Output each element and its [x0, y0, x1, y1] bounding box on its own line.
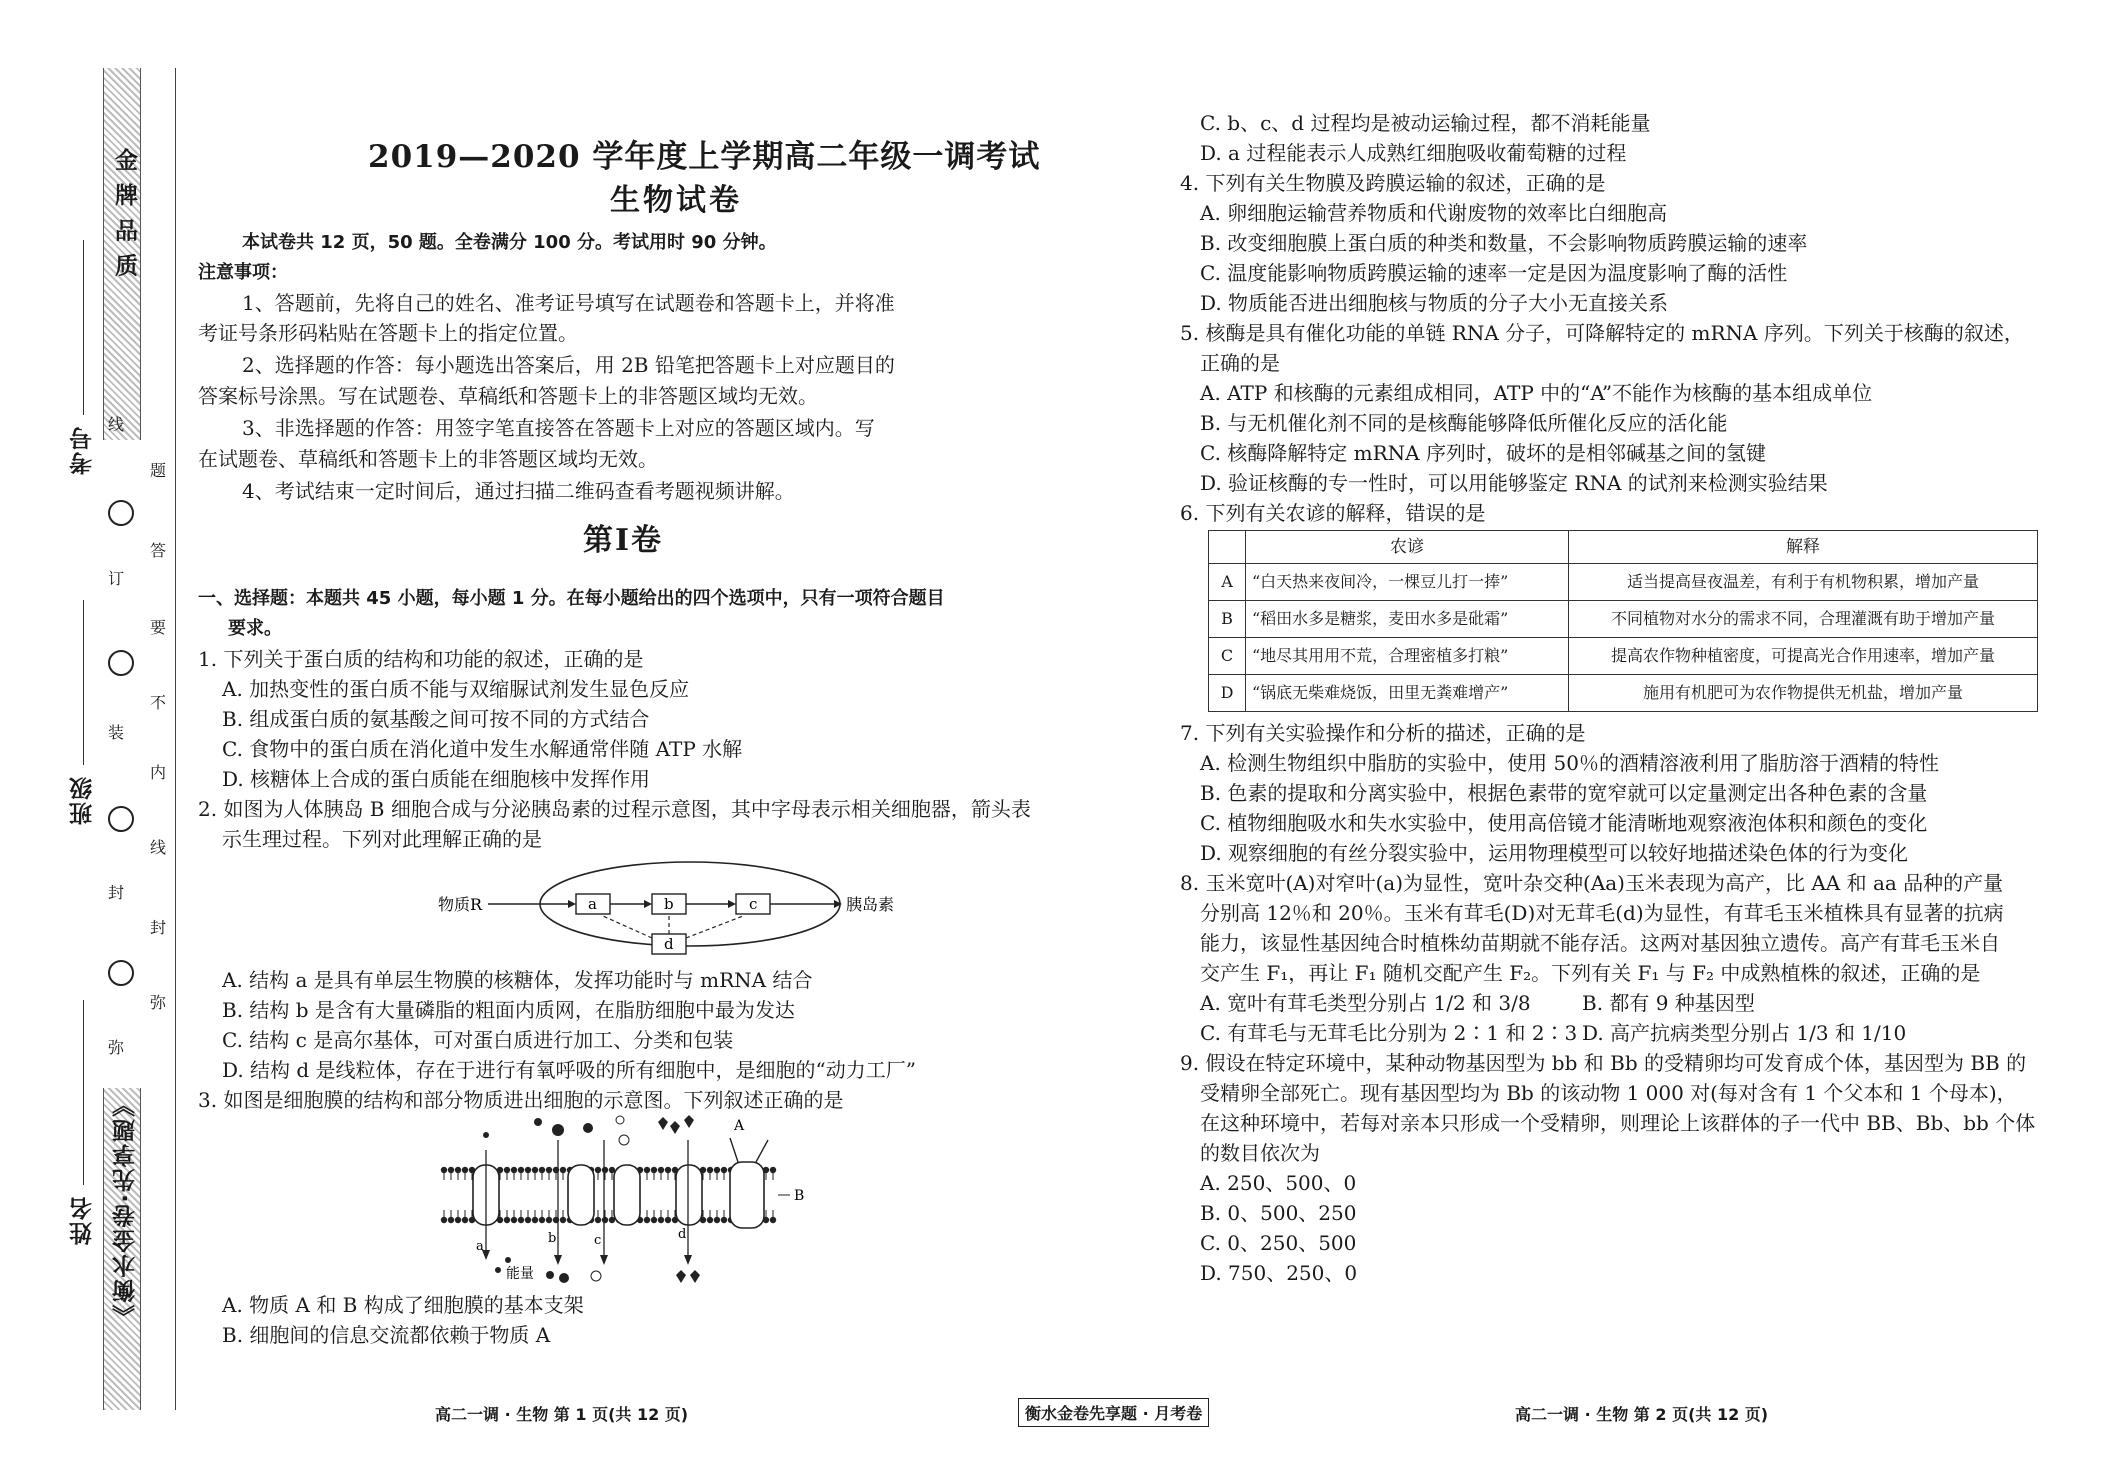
q1-option: C. 食物中的蛋白质在消化道中发生水解通常伴随 ATP 水解 — [222, 737, 743, 761]
exam-title: 2019—2020 学年度上学期高二年级一调考试 — [368, 139, 1041, 175]
table-cell: D — [1209, 675, 1246, 712]
table-row — [1209, 564, 2038, 601]
q8-option: B. 都有 9 种基因型 — [1582, 991, 1755, 1015]
q8-option: D. 高产抗病类型分别占 1/3 和 1/10 — [1582, 1021, 1907, 1045]
q9-stem: 9. 假设在特定环境中，某种动物基因型为 bb 和 Bb 的受精卵均可发育成个体，基因型为 BB 的 — [1180, 1051, 2027, 1075]
label-B: B — [794, 1188, 805, 1204]
notes-title: 注意事项： — [198, 262, 288, 283]
q2-option: D. 结构 d 是线粒体，存在于进行有氧呼吸的所有细胞中，是细胞的“动力工厂” — [222, 1058, 917, 1082]
note-line: 在试题卷、草稿纸和答题卡上的非答题区域均无效。 — [198, 447, 658, 471]
brand-text: 金 牌 品 质 — [111, 148, 137, 279]
q8-option: C. 有茸毛与无茸毛比分别为 2∶1 和 2∶3 — [1200, 1021, 1578, 1045]
seal-char-5: 弥 — [108, 1038, 125, 1057]
exam-subtitle: 生物试卷 — [610, 183, 742, 218]
seal2-char-1: 题 — [150, 461, 167, 480]
name-label: 姓名 — [70, 1195, 96, 1245]
q2-stem: 示生理过程。下列对此理解正确的是 — [222, 827, 542, 851]
seal-char-3: 装 — [108, 723, 125, 742]
note-line: 答案标号涂黑。写在试题卷、草稿纸和答题卡上的非答题区域均无效。 — [198, 384, 818, 408]
q8-stem: 分别高 12％和 20％。玉米有茸毛(D)对无茸毛(d)为显性，有茸毛玉米植株具有显著的抗病 — [1200, 901, 2004, 925]
table-cell: 适当提高昼夜温差，有利于有机物积累，增加产量 — [1569, 564, 2038, 601]
table-cell: 施用有机肥可为农作物提供无机盐，增加产量 — [1569, 675, 2038, 712]
brand-band — [103, 68, 141, 440]
q4-stem: 4. 下列有关生物膜及跨膜运输的叙述，正确的是 — [1180, 171, 1606, 195]
q3-stem: 3. 如图是细胞膜的结构和部分物质进出细胞的示意图。下列叙述正确的是 — [198, 1088, 844, 1112]
proverb-table — [1208, 530, 2038, 712]
table-row — [1209, 638, 2038, 675]
q6-stem: 6. 下列有关农谚的解释，错误的是 — [1180, 501, 1486, 525]
label-energy: 能量 — [506, 1266, 534, 1282]
note-line: 考证号条形码粘贴在答题卡上的指定位置。 — [198, 321, 578, 345]
class-line — [83, 600, 84, 765]
seal2-char-4: 不 — [150, 693, 167, 712]
table-cell: 不同植物对水分的需求不同，合理灌溉有助于增加产量 — [1569, 601, 2038, 638]
name-line — [83, 1000, 84, 1185]
q8-stem: 8. 玉米宽叶(A)对窄叶(a)为显性，宽叶杂交种(Aa)玉米表现为高产，比 AA 和 aa 品种的产量 — [1180, 871, 2004, 895]
seal-char-2: 订 — [108, 569, 125, 588]
table-header: 解释 — [1569, 531, 2038, 564]
q9-option: B. 0、500、250 — [1200, 1201, 1357, 1225]
diagram-input-label: 物质R — [438, 895, 483, 914]
label-A: A — [734, 1118, 745, 1134]
note-line: 3、非选择题的作答：用签字笔直接答在答题卡上对应的答题区域内。写 — [242, 416, 875, 440]
q2-option: B. 结构 b 是含有大量磷脂的粗面内质网，在脂肪细胞中最为发达 — [222, 998, 795, 1022]
organelle-b-label: b — [664, 895, 674, 913]
q7-option: A. 检测生物组织中脂肪的实验中，使用 50％的酒精溶液利用了脂肪溶于酒精的特性 — [1200, 751, 1939, 775]
binding-strip — [0, 0, 190, 1473]
q9-stem: 在这种环境中，若每对亲本只形成一个受精卵，则理论上该群体的子一代中 BB、Bb、bb 个体 — [1200, 1111, 2036, 1135]
organelle-c-label: c — [749, 895, 758, 913]
seal2-char-8: 弥 — [150, 993, 167, 1012]
q4-option: A. 卵细胞运输营养物质和代谢废物的效率比白细胞高 — [1200, 201, 1668, 225]
exam-no-label: 考号 — [70, 425, 96, 475]
footer-page-1: 高二一调 · 生物 第 1 页(共 12 页) — [435, 1405, 689, 1424]
seal-circle-1 — [108, 500, 134, 526]
note-line: 2、选择题的作答：每小题选出答案后，用 2B 铅笔把答题卡上对应题目的 — [242, 353, 895, 377]
label-d: d — [678, 1227, 687, 1242]
insulin-secretion-diagram — [438, 860, 895, 960]
q5-option: C. 核酶降解特定 mRNA 序列时，破坏的是相邻碱基之间的氢键 — [1200, 441, 1766, 465]
q9-option: C. 0、250、500 — [1200, 1231, 1357, 1255]
volume-title: 第Ⅰ卷 — [583, 523, 664, 558]
table-header-row — [1209, 531, 2038, 564]
q7-stem: 7. 下列有关实验操作和分析的描述，正确的是 — [1180, 721, 1586, 745]
series-band — [103, 1088, 141, 1410]
table-row — [1209, 675, 2038, 712]
table-cell: B — [1209, 601, 1246, 638]
label-c: c — [594, 1233, 602, 1248]
q9-stem: 受精卵全部死亡。现有基因型均为 Bb 的该动物 1 000 对(每对含有 1 个父本和 1 个母本)， — [1200, 1081, 2017, 1105]
q3-option: A. 物质 A 和 B 构成了细胞膜的基本支架 — [222, 1293, 584, 1317]
seal-char-1: 线 — [108, 415, 125, 434]
organelle-d-label: d — [664, 935, 674, 953]
q5-option: D. 验证核酶的专一性时，可以用能够鉴定 RNA 的试剂来检测实验结果 — [1200, 471, 1828, 495]
diagram-output-label: 胰岛素 — [846, 895, 895, 914]
q3-option: C. b、c、d 过程均是被动运输过程，都不消耗能量 — [1200, 111, 1651, 135]
q3-option: B. 细胞间的信息交流都依赖于物质 A — [222, 1323, 551, 1347]
q7-option: D. 观察细胞的有丝分裂实验中，运用物理模型可以较好地描述染色体的行为变化 — [1200, 841, 1909, 865]
q8-option: A. 宽叶有茸毛类型分别占 1/2 和 3/8 — [1200, 991, 1531, 1015]
seal-char-4: 封 — [108, 883, 125, 902]
table-cell: “锅底无柴难烧饭，田里无粪难增产” — [1246, 675, 1569, 712]
organelle-a-label: a — [588, 895, 597, 913]
section-instruction: 要求。 — [228, 618, 282, 639]
q4-option: B. 改变细胞膜上蛋白质的种类和数量，不会影响物质跨膜运输的速率 — [1200, 231, 1808, 255]
footer-page-2: 高二一调 · 生物 第 2 页(共 12 页) — [1515, 1405, 1769, 1424]
section-instruction: 一、选择题：本题共 45 小题，每小题 1 分。在每小题给出的四个选项中，只有一项符合题目 — [198, 588, 945, 609]
label-a: a — [476, 1239, 484, 1254]
seal2-char-7: 封 — [150, 918, 167, 937]
q7-option: B. 色素的提取和分离实验中，根据色素带的宽窄就可以定量测定出各种色素的含量 — [1200, 781, 1928, 805]
q1-stem: 1. 下列关于蛋白质的结构和功能的叙述，正确的是 — [198, 647, 644, 671]
q9-option: A. 250、500、0 — [1200, 1171, 1357, 1195]
table-row — [1209, 601, 2038, 638]
seal2-char-3: 要 — [150, 618, 167, 637]
table-header: 农谚 — [1246, 531, 1569, 564]
class-label: 班级 — [70, 775, 96, 825]
q8-stem: 交产生 F₁，再让 F₁ 随机交配产生 F₂。下列有关 F₁ 与 F₂ 中成熟植株的叙述，正确的是 — [1200, 961, 1981, 985]
seal2-char-6: 线 — [150, 838, 167, 857]
q4-option: C. 温度能影响物质跨膜运输的速率一定是因为温度影响了酶的活性 — [1200, 261, 1788, 285]
seal-circle-2 — [108, 650, 134, 676]
q5-option: A. ATP 和核酶的元素组成相同，ATP 中的“A”不能作为核酶的基本组成单位 — [1200, 381, 1873, 405]
table-cell: “白天热来夜间冷，一棵豆儿打一捧” — [1246, 564, 1569, 601]
seal2-char-5: 内 — [150, 763, 167, 782]
q2-option: A. 结构 a 是具有单层生物膜的核糖体，发挥功能时与 mRNA 结合 — [222, 968, 813, 992]
q5-stem: 正确的是 — [1200, 351, 1280, 375]
exam-no-line — [83, 240, 84, 415]
q2-option: C. 结构 c 是高尔基体，可对蛋白质进行加工、分类和包装 — [222, 1028, 734, 1052]
q7-option: C. 植物细胞吸水和失水实验中，使用高倍镜才能清晰地观察液泡体积和颜色的变化 — [1200, 811, 1928, 835]
note-line: 1、答题前，先将自己的姓名、准考证号填写在试题卷和答题卡上，并将准 — [242, 291, 895, 315]
q9-option: D. 750、250、0 — [1200, 1261, 1358, 1285]
label-b: b — [548, 1231, 557, 1246]
seal2-char-2: 答 — [150, 541, 167, 560]
note-line: 4、考试结束一定时间后，通过扫描二维码查看考题视频讲解。 — [242, 479, 795, 503]
q1-option: D. 核糖体上合成的蛋白质能在细胞核中发挥作用 — [222, 767, 651, 791]
q8-stem: 能力，该显性基因纯合时植株幼苗期就不能存活。这两对基因独立遗传。高产有茸毛玉米自 — [1200, 931, 2000, 955]
seal-circle-4 — [108, 960, 134, 986]
q9-stem: 的数目依次为 — [1200, 1141, 1320, 1165]
seal-circle-3 — [108, 806, 134, 832]
q1-option: A. 加热变性的蛋白质不能与双缩脲试剂发生显色反应 — [222, 677, 690, 701]
footer-series: 衡水金卷先享题 · 月考卷 — [1018, 1398, 1209, 1427]
table-cell: C — [1209, 638, 1246, 675]
table-cell: 提高农作物种植密度，可提高光合作用速率，增加产量 — [1569, 638, 2038, 675]
cell-membrane-diagram — [438, 1110, 838, 1290]
q5-option: B. 与无机催化剂不同的是核酶能够降低所催化反应的活化能 — [1200, 411, 1728, 435]
binding-line — [175, 68, 176, 1410]
series-label: 《衡水金卷·先享题》 — [113, 1092, 139, 1328]
table-cell: A — [1209, 564, 1246, 601]
exam-intro: 本试卷共 12 页，50 题。全卷满分 100 分。考试用时 90 分钟。 — [242, 232, 777, 253]
q3-option: D. a 过程能表示人成熟红细胞吸收葡萄糖的过程 — [1200, 141, 1627, 165]
q2-stem: 2. 如图为人体胰岛 B 细胞合成与分泌胰岛素的过程示意图，其中字母表示相关细胞器，箭头表 — [198, 797, 1031, 821]
q1-option: B. 组成蛋白质的氨基酸之间可按不同的方式结合 — [222, 707, 650, 731]
table-cell: “地尽其用用不荒，合理密植多打粮” — [1246, 638, 1569, 675]
q4-option: D. 物质能否进出细胞核与物质的分子大小无直接关系 — [1200, 291, 1669, 315]
q5-stem: 5. 核酶是具有催化功能的单链 RNA 分子，可降解特定的 mRNA 序列。下列关于核酶的叙述， — [1180, 321, 2024, 345]
table-cell: “稻田水多是糖浆，麦田水多是砒霜” — [1246, 601, 1569, 638]
